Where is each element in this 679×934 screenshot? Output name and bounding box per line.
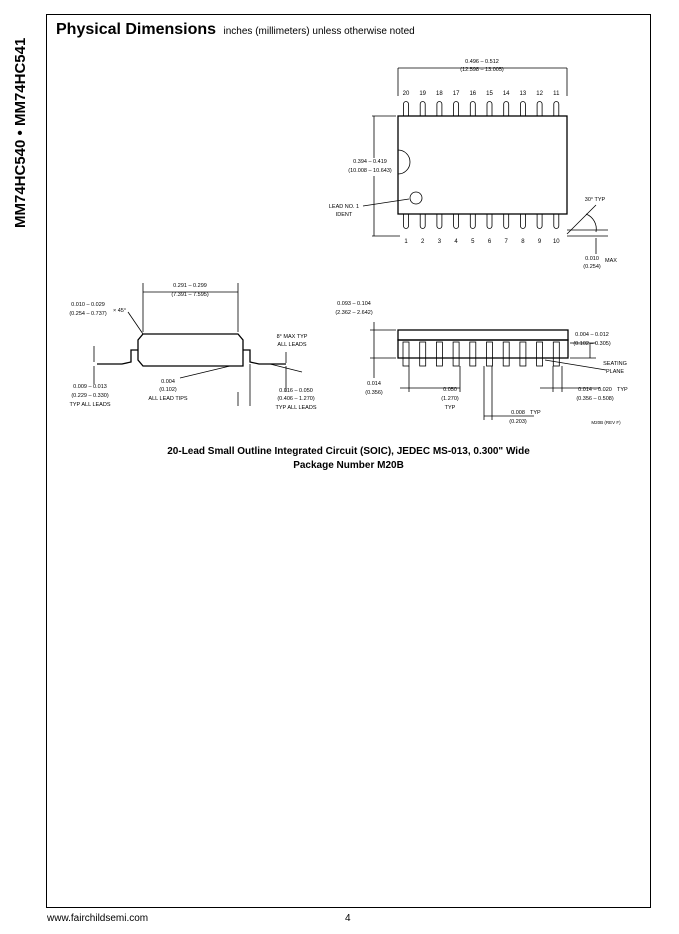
bottom-pin-number: 5	[471, 239, 475, 245]
front-lead	[503, 342, 509, 366]
top-lead	[404, 102, 409, 116]
bottom-pin-number: 6	[487, 239, 492, 245]
bottom-pin-number: 2	[421, 239, 425, 245]
lead-tips-inch: 0.004	[161, 379, 175, 385]
lead-ident-dot	[410, 192, 422, 204]
package-height-inch: 0.093 – 0.104	[337, 301, 371, 307]
heading-title: Physical Dimensions	[56, 21, 217, 38]
top-pin-number: 11	[553, 91, 560, 97]
bottom-pin-number: 10	[552, 239, 560, 245]
top-lead	[520, 102, 525, 116]
lead-ident-label-1: LEAD NO. 1	[328, 204, 360, 210]
bottom-lead	[470, 214, 475, 229]
bottom-pin-number: 1	[404, 239, 408, 245]
chamfer-inch: 0.010 – 0.029	[71, 302, 105, 308]
seating-plane-1: SEATING	[603, 361, 627, 367]
lead-angle-2: ALL LEADS	[277, 342, 307, 348]
seating-plane-2: PLANE	[605, 369, 625, 375]
offset-mm: (0.254)	[583, 264, 601, 270]
front-lead	[470, 342, 476, 366]
bottom-lead	[487, 214, 492, 229]
top-lead	[470, 102, 475, 116]
front-lead	[487, 342, 493, 366]
lead-pitch-mm: (1.270)	[441, 396, 459, 402]
lead-spacing-mm: (0.203)	[509, 419, 527, 425]
bottom-lead	[437, 214, 442, 229]
bottom-pin-number: 7	[504, 239, 508, 245]
drawing-id: M20B (REV F)	[591, 420, 621, 425]
lead-ident-label-2: IDENT	[335, 212, 353, 218]
top-pin-number: 16	[469, 91, 477, 97]
front-lead	[537, 342, 543, 366]
chamfer-mm: (0.254 – 0.737)	[69, 311, 107, 317]
top-pin-number: 15	[486, 91, 493, 97]
lead-thickness-note: TYP ALL LEADS	[69, 402, 111, 408]
front-lead	[420, 342, 426, 366]
foot-length-mm: (0.406 – 1.270)	[277, 396, 315, 402]
lead-length-inch: 0.014	[367, 381, 381, 387]
chamfer-angle: × 45°	[113, 308, 127, 314]
top-lead	[504, 102, 509, 116]
front-lead	[403, 342, 409, 366]
front-lead	[520, 342, 526, 366]
lead-spacing-inch: 0.008	[511, 410, 525, 416]
top-lead-group	[404, 102, 559, 116]
lead-thickness-mm: (0.229 – 0.330)	[71, 393, 109, 399]
pin-number-labels	[403, 91, 561, 245]
bottom-lead	[504, 214, 509, 229]
top-pin-number: 19	[419, 91, 427, 97]
package-body-front-upper	[398, 330, 568, 340]
top-pin-number: 14	[502, 91, 510, 97]
lead-width-mm: (0.356 – 0.508)	[576, 396, 614, 402]
front-lead-group	[403, 342, 559, 366]
bottom-lead	[554, 214, 559, 229]
package-body-side	[138, 334, 243, 366]
package-height-mm: (2.362 – 2.642)	[335, 310, 373, 316]
foot-length-note: TYP ALL LEADS	[275, 405, 317, 411]
body-width-mm: (7.391 – 7.595)	[171, 292, 209, 298]
package-body-top	[398, 116, 567, 214]
lead-length-mm: (0.356)	[365, 390, 383, 396]
body-width-inch: 0.291 – 0.299	[173, 283, 207, 289]
bottom-lead	[420, 214, 425, 229]
bottom-lead	[520, 214, 525, 229]
lead-thickness-inch: 0.009 – 0.013	[73, 384, 107, 390]
lead-spacing-suffix: TYP	[530, 410, 541, 416]
bottom-lead-group	[404, 214, 559, 229]
top-lead	[487, 102, 492, 116]
bottom-lead	[454, 214, 459, 229]
lead-tips-mm: (0.102)	[159, 387, 177, 393]
lead-width-inch: 0.014 – 0.020	[578, 387, 612, 393]
lead-pitch-note: TYP	[444, 405, 456, 411]
caption-line-2: Package Number M20B	[293, 460, 404, 471]
length-inch: 0.496 – 0.512	[465, 59, 499, 65]
top-pin-number: 12	[536, 91, 543, 97]
standoff-inch: 0.004 – 0.012	[575, 332, 609, 338]
bottom-pin-number: 4	[454, 239, 458, 245]
top-pin-number: 17	[452, 91, 460, 97]
bottom-pin-number: 9	[537, 239, 542, 245]
front-lead	[436, 342, 442, 366]
top-lead	[420, 102, 425, 116]
bottom-lead	[404, 214, 409, 229]
bottom-pin-number: 3	[437, 239, 442, 245]
offset-inch: 0.010	[585, 256, 599, 262]
top-pin-number: 13	[519, 91, 527, 97]
right-gull-wing-lead	[243, 350, 286, 364]
lead-angle-1: 8° MAX TYP	[276, 334, 308, 340]
lead-pitch-inch: 0.050	[443, 387, 457, 393]
left-gull-wing-lead	[97, 350, 138, 364]
heading-subtitle: inches (millimeters) unless otherwise noted	[223, 26, 415, 37]
lead-width-suffix: TYP	[617, 387, 628, 393]
footer-website: www.fairchildsemi.com	[47, 913, 149, 924]
footer-page-number: 4	[345, 913, 351, 924]
caption-line-1: 20-Lead Small Outline Integrated Circuit (SOIC), JEDEC MS-013, 0.300" Wide	[167, 446, 530, 457]
angle-label: 30° TYP	[584, 197, 606, 203]
length-mm: (12.598 – 13.005)	[460, 67, 504, 73]
width-inch: 0.394 – 0.419	[353, 159, 387, 165]
offset-suffix: MAX	[605, 258, 617, 264]
foot-length-inch: 0.016 – 0.050	[279, 388, 313, 394]
width-mm: (10.008 – 10.643)	[348, 168, 392, 174]
top-lead	[554, 102, 559, 116]
top-lead	[437, 102, 442, 116]
lead-tips-note: ALL LEAD TIPS	[148, 396, 188, 402]
standoff-mm: (0.102 – 0.305)	[573, 341, 611, 347]
pin-one-notch	[398, 150, 410, 174]
front-lead	[453, 342, 459, 366]
top-pin-number: 18	[436, 91, 443, 97]
top-lead	[537, 102, 542, 116]
bottom-pin-number: 8	[521, 239, 525, 245]
top-lead	[454, 102, 459, 116]
top-pin-number: 20	[402, 91, 410, 97]
bottom-lead	[537, 214, 542, 229]
side-title: MM74HC540 • MM74HC541	[12, 37, 29, 228]
